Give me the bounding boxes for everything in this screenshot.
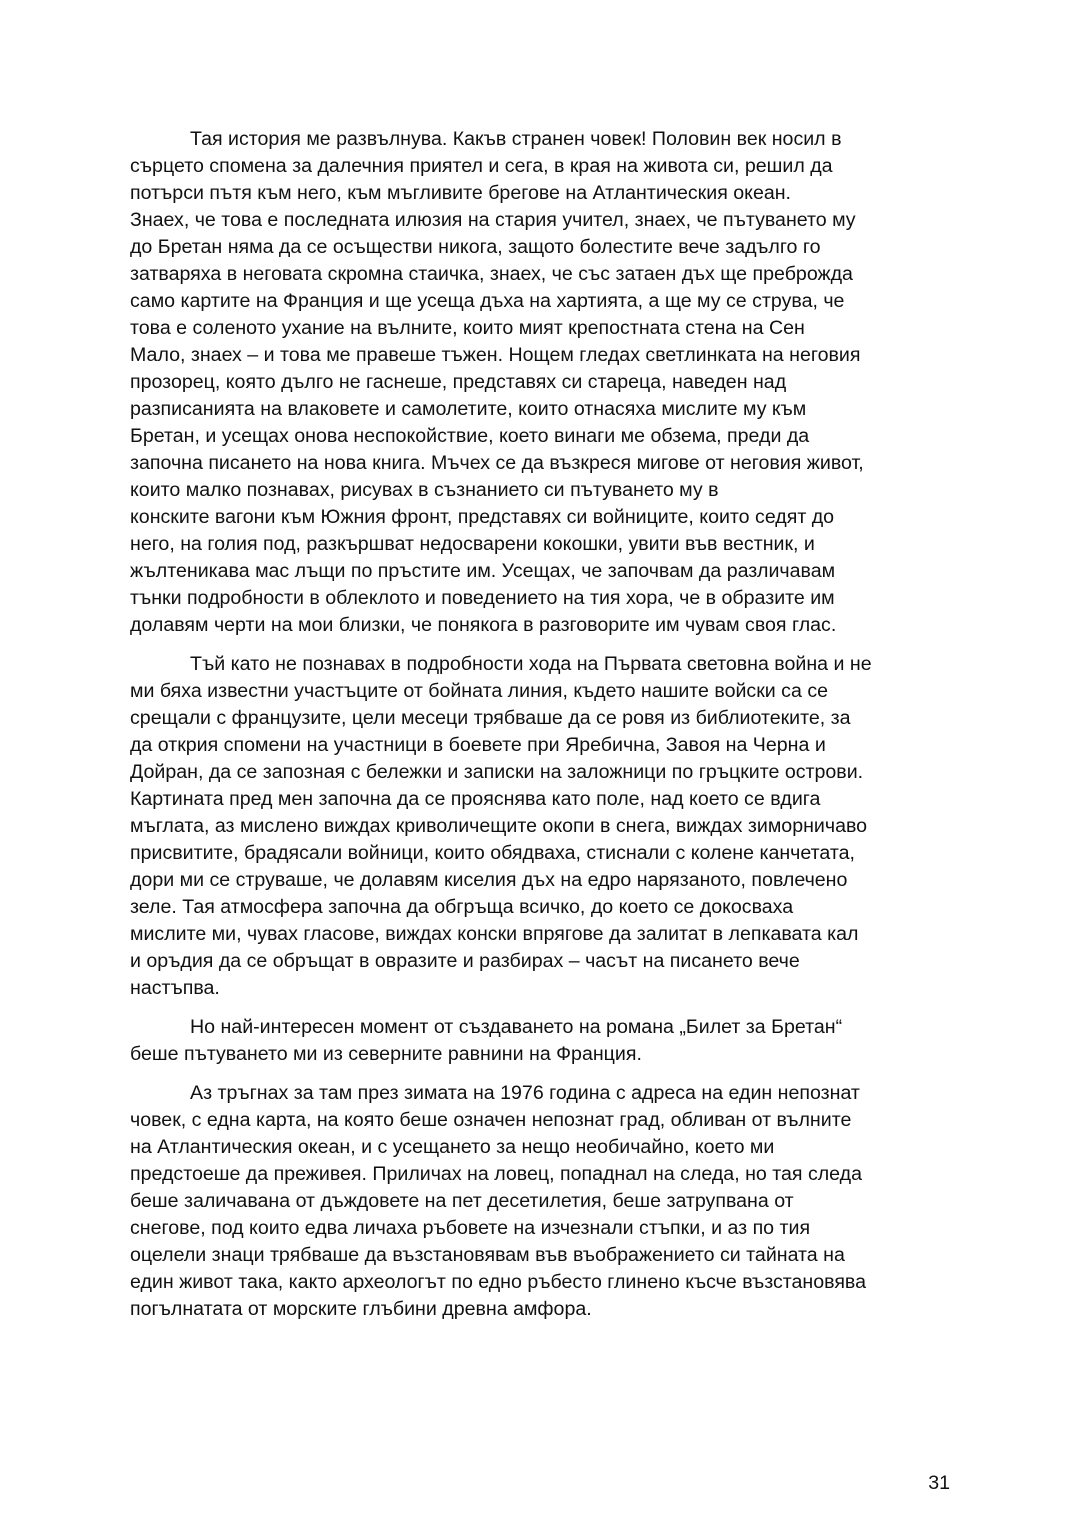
text-line: Мало, знаех – и това ме правеше тъжен. Нощем гледах светлинката на неговия xyxy=(130,344,861,366)
text-line: Но най-интересен момент от създаването на романа „Билет за Бретан“ xyxy=(190,1016,843,1038)
text-line: долавям черти на мои близки, че понякога в разговорите им чувам своя глас. xyxy=(130,614,837,636)
text-line: потърси пътя към него, към мъгливите брегове на Атлантическия океан. xyxy=(130,182,792,204)
text-line: това е соленото ухание на вълните, които мият крепостната стена на Сен xyxy=(130,317,805,339)
text-line: оцелели знаци трябваше да възстановявам във въображението си тайната на xyxy=(130,1244,845,1266)
text-line: които малко познавах, рисувах в съзнанието си пътуването му в xyxy=(130,479,719,501)
text-line: на Атлантическия океан, и с усещането за нещо необичайно, което ми xyxy=(130,1136,775,1158)
text-line: започна писането на нова книга. Мъчех се да възкреся мигове от неговия живот, xyxy=(130,452,864,474)
text-line: прозорец, която дълго не гаснеше, представях си стареца, наведен над xyxy=(130,371,787,393)
text-line: тънки подробности в облеклото и поведението на тия хора, че в образите им xyxy=(130,587,835,609)
text-line: един живот така, както археологът по едно ръбесто глинено късче възстановява xyxy=(130,1271,867,1293)
text-line: човек, с една карта, на която беше означен непознат град, обливан от вълните xyxy=(130,1109,852,1131)
body-text xyxy=(130,126,952,1335)
text-line: беше заличавана от дъждовете на пет десетилетия, беше затрупвана от xyxy=(130,1190,794,1212)
text-line: мислите ми, чувах гласове, виждах конски впрягове да залитат в лепкавата кал xyxy=(130,923,859,945)
text-line: него, на голия под, разкършват недосварени кокошки, увити във вестник, и xyxy=(130,533,815,555)
text-line: Дойран, да се запозная с бележки и записки на заложници по гръцките острови. xyxy=(130,761,864,783)
text-line: снегове, под които едва личаха ръбовете на изчезнали стъпки, и аз по тия xyxy=(130,1217,811,1239)
text-line: конските вагони към Южния фронт, представях си войниците, които седят до xyxy=(130,506,835,528)
text-line: сърцето спомена за далечния приятел и сега, в края на живота си, решил да xyxy=(130,155,833,177)
text-line: до Бретан няма да се осъществи никога, защото болестите вече задълго го xyxy=(130,236,821,258)
text-line: погълнатата от морските глъбини древна амфора. xyxy=(130,1298,592,1320)
paragraph xyxy=(130,1080,952,1323)
text-line: зеле. Тая атмосфера започна да обгръща всичко, до което се докосваха xyxy=(130,896,794,918)
text-line: мъглата, аз мислено виждах криволичещите окопи в снега, виждах зиморничаво xyxy=(130,815,868,837)
text-line: Аз тръгнах за там през зимата на 1976 година с адреса на един непознат xyxy=(190,1082,860,1104)
text-line: Бретан, и усещах онова неспокойствие, което винаги ме обзема, преди да xyxy=(130,425,810,447)
text-line: срещали с французите, цели месеци трябваше да се ровя из библиотеките, за xyxy=(130,707,851,729)
text-line: Знаех, че това е последната илюзия на стария учител, знаех, че пътуването му xyxy=(130,209,856,231)
paragraph xyxy=(130,126,952,639)
text-line: затваряха в неговата скромна стаичка, знаех, че със затаен дъх ще преброжда xyxy=(130,263,853,285)
text-line: дори ми се струваше, че долавям киселия дъх на едро нарязаното, повлечено xyxy=(130,869,848,891)
text-line: и оръдия да се обръщат в овразите и разбирах – часът на писането вече xyxy=(130,950,800,972)
text-line: само картите на Франция и ще усеща дъха на хартията, а ще му се струва, че xyxy=(130,290,845,312)
text-line: Тъй като не познавах в подробности хода на Първата световна война и не xyxy=(190,653,872,675)
text-line: да открия спомени на участници в боевете при Яребична, Завоя на Черна и xyxy=(130,734,826,756)
text-line: ми бяха известни участъците от бойната линия, където нашите войски са се xyxy=(130,680,829,702)
text-line: жълтеникава мас лъщи по пръстите им. Усещах, че започвам да различавам xyxy=(130,560,836,582)
text-line: Картината пред мен започна да се прояснява като поле, над което се вдига xyxy=(130,788,821,810)
paragraph xyxy=(130,651,952,1002)
text-line: предстоеше да преживея. Приличах на ловец, попаднал на следа, но тая следа xyxy=(130,1163,862,1185)
text-line: беше пътуването ми из северните равнини на Франция. xyxy=(130,1043,642,1065)
text-line: Тая история ме развълнува. Какъв странен човек! Половин век носил в xyxy=(190,128,842,150)
text-line: разписанията на влаковете и самолетите, които отнасяха мислите му към xyxy=(130,398,807,420)
page-number: 31 xyxy=(928,1472,950,1494)
text-line: настъпва. xyxy=(130,977,220,999)
paragraph xyxy=(130,1014,952,1068)
text-line: присвитите, брадясали войници, които обядваха, стиснали с колене канчетата, xyxy=(130,842,855,864)
